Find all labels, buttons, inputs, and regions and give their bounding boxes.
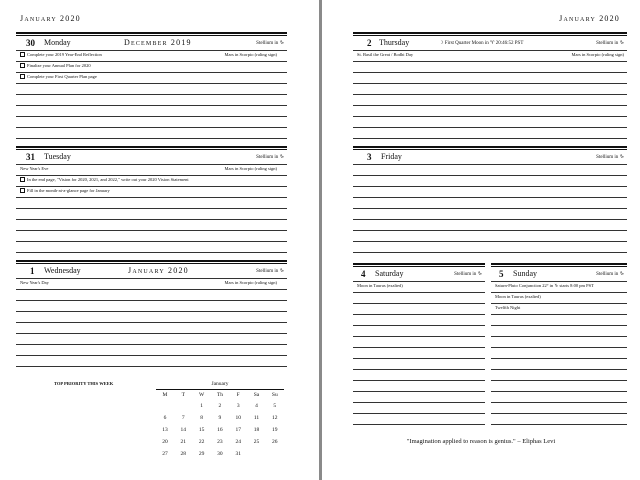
day-number: 3: [367, 152, 372, 162]
astro-note: Mars in Scorpio (ruling sign): [224, 52, 277, 57]
mini-calendar-day[interactable]: 26: [272, 439, 278, 445]
checkbox-icon[interactable]: [20, 63, 25, 68]
astro-note: Mars in Scorpio (ruling sign): [224, 166, 277, 171]
task-line[interactable]: Complete your 2019 Year-End Reflection: [20, 52, 102, 57]
mini-calendar-day[interactable]: 23: [217, 439, 223, 445]
day-name: Wednesday: [44, 266, 81, 275]
top-priority-label: TOP PRIORITY THIS WEEK: [54, 381, 114, 386]
astro-note: Moon in Taurus (exalted): [357, 283, 403, 288]
day-name: Saturday: [375, 269, 404, 278]
day-name: Friday: [381, 152, 402, 161]
checkbox-icon[interactable]: [20, 177, 25, 182]
mini-calendar-day[interactable]: 9: [218, 415, 222, 421]
stellium-note: Stellium in ♑︎: [596, 155, 624, 160]
astro-note: Saturn-Pluto Conjunction 22° in ♑︎ starts 8:00 pm PST: [495, 283, 594, 288]
astro-note: Mars in Scorpio (ruling sign): [224, 280, 277, 285]
mini-calendar-day[interactable]: 24: [235, 439, 241, 445]
mini-calendar-day[interactable]: 22: [198, 439, 205, 445]
mini-calendar-day[interactable]: 10: [235, 415, 241, 421]
mini-calendar-weekday: F: [236, 392, 240, 398]
task-line[interactable]: Complete your First Quarter Plan page: [20, 74, 97, 79]
mini-calendar-weekday: Sa: [253, 392, 260, 398]
mini-calendar-day[interactable]: 27: [162, 451, 168, 457]
mini-calendar-day[interactable]: 12: [272, 415, 278, 421]
mini-calendar-day[interactable]: 1: [200, 403, 203, 409]
task-line[interactable]: Fill in the month-at-a-glance page for January: [20, 188, 110, 193]
mini-calendar-day[interactable]: 4: [255, 403, 258, 409]
day-block-31: [16, 146, 287, 256]
day-name: Tuesday: [44, 152, 71, 161]
moon-phase-note: ☽ First Quarter Moon in ♈︎ 20:46:52 PST: [439, 41, 524, 46]
month-label: January 2020: [128, 266, 189, 275]
day-block-3: [353, 146, 627, 256]
day-number: 5: [499, 269, 504, 279]
holiday-note: St. Basil the Great / Bodhi Day: [357, 52, 414, 57]
day-block-1: [16, 260, 287, 370]
left-page: [0, 0, 319, 480]
mini-calendar-day[interactable]: 7: [181, 415, 185, 421]
stellium-note: Stellium in ♑︎: [454, 272, 482, 277]
day-block-30: [16, 32, 287, 142]
mini-calendar-day[interactable]: 11: [253, 415, 260, 421]
day-number: 30: [26, 38, 35, 48]
checkbox-icon[interactable]: [20, 188, 25, 193]
holiday-note: New Year's Eve: [20, 166, 49, 171]
right-page-header: January 2020: [559, 14, 620, 23]
mini-calendar-day[interactable]: 17: [235, 427, 241, 433]
right-page: [322, 0, 640, 480]
mini-calendar-day[interactable]: 18: [253, 427, 260, 433]
mini-calendar-day[interactable]: 6: [163, 415, 167, 421]
astro-note: Mars in Scorpio (ruling sign): [571, 52, 624, 57]
stellium-note: Stellium in ♑︎: [596, 272, 624, 277]
mini-calendar-day[interactable]: 14: [180, 427, 187, 433]
task-line[interactable]: In the end page, "Vision for 2020, 2021, and 2022," write out your 2020 Vision Statement: [20, 177, 189, 182]
mini-calendar-day[interactable]: 29: [198, 451, 205, 457]
mini-calendar-month: January: [211, 381, 229, 387]
mini-calendar-day[interactable]: 2: [218, 403, 222, 409]
day-name: Thursday: [379, 38, 410, 47]
mini-calendar-weekday: M: [162, 392, 168, 398]
day-block-2: [353, 32, 627, 142]
mini-calendar-day[interactable]: 8: [200, 415, 203, 421]
day-number: 31: [26, 152, 35, 162]
task-line[interactable]: Finalize your Annual Plan for 2020: [20, 63, 91, 68]
day-number: 2: [367, 38, 372, 48]
mini-calendar-day[interactable]: 20: [162, 439, 168, 445]
mini-calendar-day[interactable]: 21: [180, 439, 187, 445]
mini-calendar-weekday: Su: [271, 392, 278, 398]
day-block-4: [353, 263, 485, 428]
mini-calendar-day[interactable]: 5: [273, 403, 277, 409]
quote: "Imagination applied to reason is genius." – Eliphas Levi: [406, 438, 556, 445]
holiday-note: Twelfth Night: [495, 305, 521, 310]
mini-calendar-day[interactable]: 13: [162, 427, 168, 433]
stellium-note: Stellium in ♑︎: [596, 41, 624, 46]
mini-calendar-day[interactable]: 19: [272, 427, 278, 433]
stellium-note: Stellium in ♑︎: [256, 269, 284, 274]
day-number: 1: [30, 266, 35, 276]
astro-note: Moon in Taurus (exalted): [495, 294, 541, 299]
mini-calendar-day[interactable]: 30: [217, 451, 223, 457]
mini-calendar-weekday: Th: [216, 392, 223, 398]
mini-calendar-day[interactable]: 15: [198, 427, 205, 433]
mini-calendar-day[interactable]: 16: [217, 427, 223, 433]
mini-calendar-day[interactable]: 31: [235, 451, 241, 457]
checkbox-icon[interactable]: [20, 52, 25, 57]
holiday-note: New Year's Day: [20, 280, 49, 285]
day-block-5: [491, 263, 627, 428]
mini-calendar-weekday: T: [181, 392, 185, 398]
day-number: 4: [361, 269, 366, 279]
mini-calendar: [156, 381, 284, 459]
mini-calendar-weekday: W: [198, 392, 205, 398]
stellium-note: Stellium in ♑︎: [256, 41, 284, 46]
left-page-header: January 2020: [20, 14, 81, 23]
checkbox-icon[interactable]: [20, 74, 25, 79]
mini-calendar-day[interactable]: 3: [236, 403, 240, 409]
mini-calendar-day[interactable]: 25: [253, 439, 260, 445]
mini-calendar-day[interactable]: 28: [180, 451, 187, 457]
day-name: Sunday: [513, 269, 537, 278]
month-label: December 2019: [124, 38, 192, 47]
stellium-note: Stellium in ♑︎: [256, 155, 284, 160]
day-name: Monday: [44, 38, 71, 47]
